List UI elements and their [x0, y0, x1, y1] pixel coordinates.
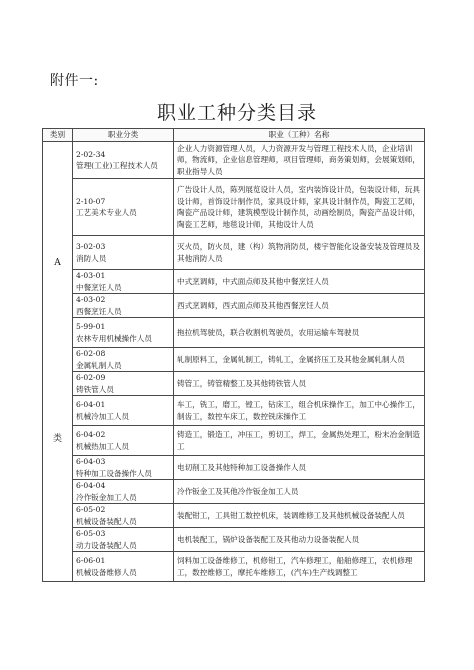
group-name: 管理(工业)工程技术人员 — [76, 161, 158, 170]
occupations-cell: 车工，铣工，磨工，镗工，钻床工，组合机床操作工，加工中心操作工，制齿工，数控车床工，数控铣床操作工 — [174, 396, 425, 426]
group-cell — [73, 318, 174, 348]
table-row — [43, 270, 425, 294]
group-code: 6-04-02 — [76, 430, 106, 439]
group-cell — [73, 270, 174, 294]
table-row — [43, 528, 425, 552]
group-name: 机械冷加工人员 — [76, 411, 130, 421]
group-code: 4-03-01 — [76, 271, 106, 280]
group-name: 西餐烹饪人员 — [76, 306, 122, 316]
group-name: 动力设备装配人员 — [76, 540, 137, 550]
table-header-row — [43, 129, 425, 142]
table-row — [43, 142, 425, 179]
category-cell — [43, 142, 73, 582]
group-cell — [73, 294, 174, 318]
occupations-cell: 轧制原料工，金属轧制工，铸轧工，金属挤压工及其他金属轧制人员 — [174, 348, 425, 372]
category-letter: A — [54, 258, 61, 268]
occupations-cell: 电切削工及其他特种加工设备操作人员 — [174, 456, 425, 480]
table-row — [43, 318, 425, 348]
group-cell — [73, 236, 174, 270]
occupation-catalog-table — [42, 128, 425, 582]
table-row — [43, 480, 425, 504]
group-cell — [73, 426, 174, 456]
occupations-cell: 铸造工，锻造工，冲压工，剪切工，焊工，金属热处理工，粉末冶金制造工 — [174, 426, 425, 456]
occupations-cell: 中式烹调师，中式面点师及其他中餐烹饪人员 — [174, 270, 425, 294]
group-code: 6-05-03 — [76, 529, 106, 538]
header-occupations: 职业（工种）名称 — [174, 129, 425, 142]
group-name: 冷作钣金加工人员 — [76, 492, 137, 502]
group-name: 农林专用机械操作人员 — [76, 333, 152, 343]
group-cell — [73, 348, 174, 372]
group-cell — [73, 179, 174, 236]
table-row — [43, 294, 425, 318]
group-cell — [73, 480, 174, 504]
category-suffix: 类 — [52, 434, 62, 444]
table-body — [43, 142, 425, 582]
document-title: 职业工种分类目录 — [156, 102, 317, 124]
group-cell — [73, 142, 174, 179]
table-row — [43, 396, 425, 426]
group-code: 2-10-07 — [76, 196, 106, 206]
group-name: 特种加工设备操作人员 — [76, 468, 152, 478]
group-cell — [73, 552, 174, 582]
table-row — [43, 456, 425, 480]
group-cell — [73, 504, 174, 528]
group-cell — [73, 456, 174, 480]
group-cell — [73, 528, 174, 552]
group-name: 铸铁管人员 — [76, 384, 114, 394]
occupations-cell: 冷作钣金工及其他冷作钣金加工人员 — [174, 480, 425, 504]
occupations-cell: 铸管工，铸管精整工及其他铸铁管人员 — [174, 372, 425, 396]
header-group: 职业分类 — [73, 129, 174, 142]
group-code: 6-02-09 — [76, 373, 106, 382]
group-name: 机械设备装配人员 — [76, 516, 137, 526]
group-code: 6-04-04 — [76, 481, 106, 490]
group-cell — [73, 372, 174, 396]
table-row — [43, 348, 425, 372]
group-code: 6-05-02 — [76, 505, 106, 514]
occupations-cell: 装配钳工，工具钳工数控机床，装调维修工及其他机械设备装配人员 — [174, 504, 425, 528]
group-code: 2-02-34 — [76, 149, 106, 159]
occupations-cell: 广告设计人员，陈列展览设计人员，室内装饰设计员，包装设计师，玩具设计师，首饰设计制作员，家具设计师，家具设计制作员，陶瓷工艺师，陶瓷产品设计师，建筑模型设计制作员，动画绘制员，陶瓷产品设计师，陶瓷工艺师，地毯设计师，其他设计人员 — [174, 179, 425, 236]
group-name: 工艺美术专业人员 — [76, 208, 137, 217]
group-code: 6-04-03 — [76, 457, 106, 466]
group-code: 6-06-01 — [76, 556, 106, 565]
table-row — [43, 552, 425, 582]
group-code: 4-03-02 — [76, 295, 106, 304]
group-name: 中餐烹饪人员 — [76, 282, 122, 292]
occupations-cell: 拖拉机驾驶员，联合收割机驾驶员，农用运输车驾驶员 — [174, 318, 425, 348]
table-row — [43, 236, 425, 270]
table-row — [43, 504, 425, 528]
table-row — [43, 426, 425, 456]
occupations-cell: 西式烹调师，西式面点师及其他西餐烹饪人员 — [174, 294, 425, 318]
header-category: 类别 — [43, 129, 73, 142]
group-code: 5-99-01 — [76, 322, 106, 331]
attachment-label: 附件一: — [50, 73, 99, 89]
group-name: 机械热加工人员 — [76, 441, 130, 451]
group-code: 6-04-01 — [76, 400, 106, 409]
occupations-cell: 饲料加工设备维修工，机修钳工，汽车修理工，船舶修理工，农机修理工，数控维修工，摩托车维修工，(汽车)生产线调整工 — [174, 552, 425, 582]
group-code: 3-02-03 — [76, 242, 106, 251]
occupations-cell: 电机装配工，锅炉设备装配工及其他动力设备装配人员 — [174, 528, 425, 552]
group-code: 6-02-08 — [76, 349, 106, 358]
table-row — [43, 372, 425, 396]
group-name: 机械设备维修人员 — [76, 567, 137, 577]
table-row — [43, 179, 425, 236]
group-name: 消防人员 — [76, 253, 107, 263]
group-name: 金属轧制人员 — [76, 360, 122, 370]
occupations-cell: 灭火员，防火员，建（构）筑物消防员，楼宇智能化设备安装及管理员及其他消防人员 — [174, 236, 425, 270]
occupations-cell: 企业人力资源管理人员，人力资源开发与管理工程技术人员，企业培训师，物流师，企业信息管理师，项目管理师，商务策划师，会展策划师，职业指导人员 — [174, 142, 425, 179]
group-cell — [73, 396, 174, 426]
